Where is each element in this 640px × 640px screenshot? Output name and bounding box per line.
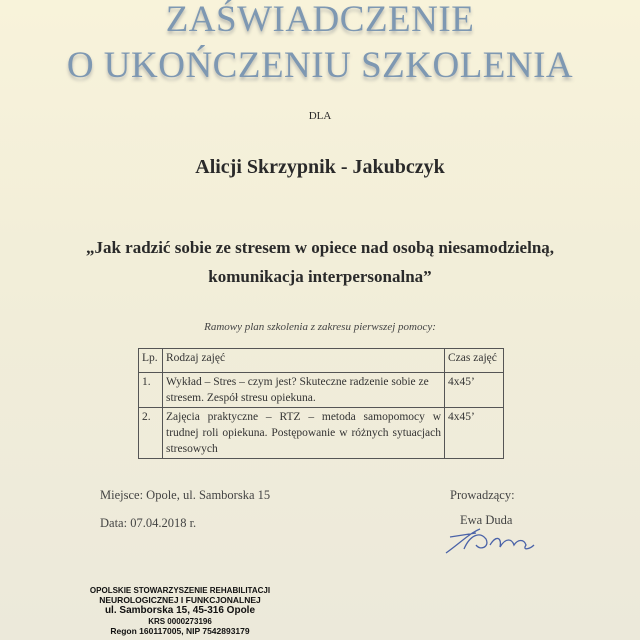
title-line-2: O UKOŃCZENIU SZKOLENIA [66, 45, 574, 86]
row-lp: 1. [139, 373, 163, 408]
stamp-line-4: KRS 0000273196 [148, 617, 212, 626]
course-title-line-2: komunikacja interpersonalna” [208, 267, 432, 286]
table-row [139, 408, 504, 459]
training-plan-table [138, 348, 504, 459]
stamp-line-1: OPOLSKIE STOWARZYSZENIE REHABILITACJI [89, 586, 271, 595]
date: Data: 07.04.2018 r. [100, 516, 197, 530]
header-type: Rodzaj zajęć [163, 349, 445, 373]
row-time: 4x45’ [445, 373, 504, 408]
stamp-line-5: Regon 160117005, NIP 7542893179 [110, 626, 250, 636]
row-lp: 2. [139, 408, 163, 459]
signature-icon [440, 525, 540, 557]
row-type: Wykład – Stres – czym jest? Skuteczne radzenie sobie ze stresem. Zespół stresu opiekuna. [163, 373, 445, 408]
stamp-line-3: ul. Samborska 15, 45-316 Opole [104, 605, 256, 616]
instructor-name: Ewa Duda [460, 513, 513, 527]
stamp-line-2: NEUROLOGICZNEJ I FUNKCJONALNEJ [99, 595, 261, 605]
header-time: Czas zajęć [445, 349, 504, 373]
for-label: DLA [308, 110, 332, 122]
header-lp: Lp. [139, 349, 163, 373]
table-header-row [139, 349, 504, 373]
place: Miejsce: Opole, ul. Samborska 15 [100, 488, 271, 502]
row-type: Zajęcia praktyczne – RTZ – metoda samopomocy w trudnej roli opiekuna. Postępowanie w różnych sytuacjach stresowych [163, 408, 445, 459]
table-row [139, 373, 504, 408]
plan-caption: Ramowy plan szkolenia z zakresu pierwszej pomocy: [204, 321, 436, 333]
row-time: 4x45’ [445, 408, 504, 459]
title-line-1: ZAŚWIADCZENIE [165, 0, 475, 40]
course-title-line-1: „Jak radzić sobie ze stresem w opiece nad osobą niesamodzielną, [85, 238, 555, 257]
instructor-label: Prowadzący: [450, 488, 515, 502]
recipient-name: Alicji Skrzypnik - Jakubczyk [195, 156, 445, 178]
